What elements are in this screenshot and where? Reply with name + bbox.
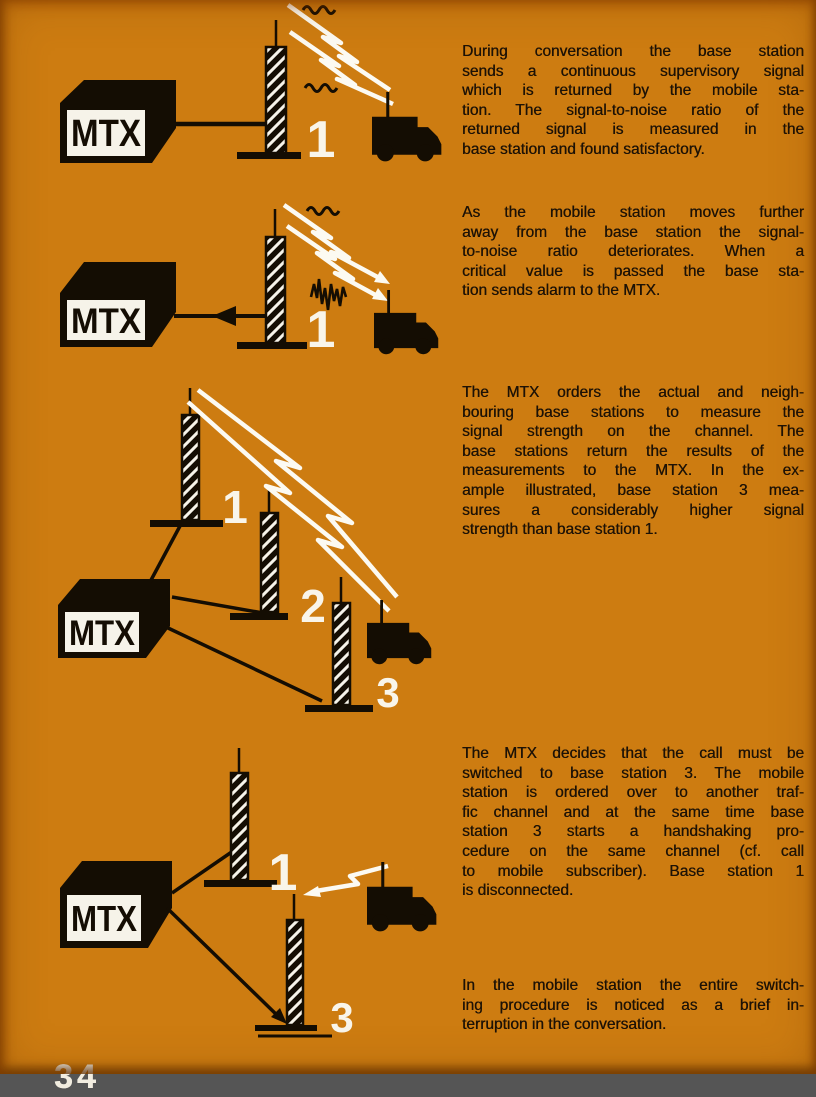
caption-signal-measurement: The MTX orders the actual and neigh- bouring base stations to measure the signal strength on the channel. The base stations return the results of the measurements to the MTX. In the ex- ample illustrated, base station 3 mea- sures a considerably higher signal strength than base station 1. (462, 384, 804, 539)
radio-wave-icon (305, 85, 337, 92)
mtx-label: MTX (71, 302, 142, 341)
tower-base (255, 1025, 317, 1031)
station-number: 1 (268, 844, 298, 902)
base-station-tower-3 (255, 894, 332, 1036)
caption-handover-decision: The MTX decides that the call must be switched to base station 3. The mobile station is ordered over to another traf- fic channel and at the same time base station 3 starts a handshaking pro- cedure on the same channel (cf. call to mobile subscriber). Base station 1 is disconnected. (462, 745, 804, 900)
signal-bolt-icon (188, 402, 389, 611)
tower-base (237, 342, 307, 349)
tower-base (237, 152, 301, 159)
mobile-station-truck (372, 92, 441, 161)
signal-arrowhead (303, 886, 321, 897)
station-number: 1 (306, 301, 336, 359)
tower-mast (266, 237, 285, 343)
tower-mast (287, 920, 303, 1025)
tower-mast (261, 513, 278, 612)
base-station-tower-1 (150, 388, 223, 527)
page-number: 34 (54, 1058, 100, 1096)
tower-mast (231, 773, 248, 880)
mtx-box (60, 80, 176, 163)
panel-4-diagram (60, 748, 436, 1041)
tower-mast (266, 47, 286, 153)
caption-alarm-to-mtx: As the mobile station moves further away from the base station the signal- to-noise ratio deteriorates. When a critical value is passed the base sta- tion sends alarm to the MTX. (462, 204, 804, 300)
radio-wave-icon (303, 7, 335, 14)
signal-bolt-icon (288, 5, 390, 90)
base-station-tower-1 (237, 20, 301, 159)
station-number: 3 (376, 669, 400, 716)
tower-mast (333, 603, 350, 705)
tower-base (230, 613, 288, 620)
tower-base (150, 520, 223, 527)
tower-base (305, 705, 373, 712)
caption-supervisory-signal: During conversation the base station sends a continuous supervisory signal which is returned by the mobile sta- tion. The signal-to-noise ratio of the returned signal is measured in the base station and found satisfactory. (462, 43, 804, 158)
mtx-box (60, 861, 172, 948)
panel-2-diagram (60, 205, 438, 359)
mobile-station-truck (367, 600, 431, 664)
mtx-to-base3-line (168, 628, 322, 701)
signal-bolt-icon (284, 205, 383, 280)
mtx-to-base2-line (172, 597, 263, 613)
tower-mast (182, 415, 199, 520)
mtx-to-base3-line (167, 908, 281, 1019)
mtx-label: MTX (71, 113, 142, 155)
mtx-label: MTX (71, 898, 137, 939)
station-number: 3 (330, 994, 354, 1041)
panel-1-diagram (60, 5, 441, 169)
station-number: 1 (306, 111, 336, 169)
station-number: 2 (300, 580, 326, 632)
tower-base (204, 880, 277, 887)
mtx-box (60, 262, 176, 347)
alarm-arrowhead (212, 306, 236, 326)
mtx-to-base1-line (150, 526, 180, 582)
signal-bolt-icon (287, 226, 381, 298)
base-station-tower-1 (204, 748, 277, 887)
mtx-box (58, 579, 170, 658)
station-number: 1 (222, 481, 248, 533)
radio-wave-icon (307, 208, 339, 215)
mobile-station-truck (367, 862, 436, 931)
panel-3-diagram (58, 388, 431, 716)
mtx-label: MTX (69, 614, 136, 653)
caption-brief-interruption: In the mobile station the entire switch- ing procedure is noticed as a brief in- terruption in the conversation. (462, 977, 804, 1034)
